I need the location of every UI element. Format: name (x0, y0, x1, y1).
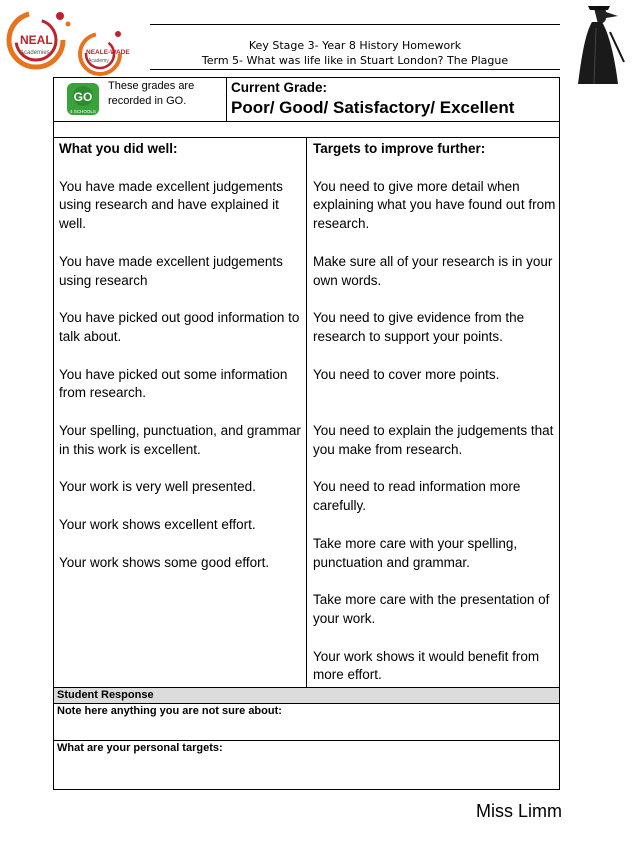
grades-recorded-note: These grades are recorded in GO. (108, 80, 195, 107)
current-grade-label: Current Grade: (231, 80, 328, 95)
svg-text:NEAL: NEAL (20, 33, 53, 47)
list-item: Make sure all of your research is in your own words. (313, 253, 553, 288)
list-item: You have made excellent judgements using research and have explained it well. (59, 178, 283, 232)
spacer-row (53, 121, 560, 138)
list-item: You have picked out some information from research. (59, 366, 288, 401)
list-item: Your work is very well presented. (59, 479, 256, 495)
grade-divider (226, 78, 227, 122)
list-item: You need to cover more points. (313, 366, 500, 382)
svg-text:Academies: Academies (20, 50, 50, 56)
svg-text:Academy: Academy (88, 58, 109, 64)
grade-options: Poor/ Good/ Satisfactory/ Excellent (231, 98, 515, 117)
personal-targets-field[interactable] (53, 740, 560, 790)
what-you-did-well-column (59, 140, 303, 591)
teacher-signature: Miss Limm (476, 801, 562, 821)
list-item: You need to read information more carefully. (313, 479, 521, 514)
personal-targets-label: What are your personal targets: (57, 742, 223, 754)
targets-column (313, 140, 557, 704)
neal-academies-logo (6, 6, 84, 70)
unsure-notes-field[interactable] (53, 703, 560, 741)
list-item: Take more care with your spelling, punctuation and grammar. (313, 535, 518, 570)
list-item: You have picked out good information to talk about. (59, 310, 300, 344)
neale-wade-academy-logo (76, 26, 146, 78)
homework-title: Key Stage 3- Year 8 History Homework (248, 39, 462, 52)
go4schools-logo (66, 82, 100, 116)
list-item: Take more care with the presentation of your work. (313, 592, 550, 626)
list-item: Your work shows some good effort. (59, 554, 270, 570)
svg-text:GO: GO (73, 90, 93, 104)
header-top-rule (150, 24, 560, 25)
student-response-heading: Student Response (53, 687, 560, 704)
targets-heading: Targets to improve further: (313, 141, 486, 156)
feedback-table (53, 137, 560, 688)
grade-box (53, 77, 560, 122)
list-item: Your work shows it would benefit from more effort. (313, 648, 540, 683)
svg-text:4 SCHOOLS: 4 SCHOOLS (70, 109, 96, 114)
list-item: You need to explain the judgements that you make from research. (313, 422, 554, 457)
list-item: Your spelling, punctuation, and grammar in this work is excellent. (59, 422, 301, 457)
list-item: You need to give more detail when explaining what you have found out from research. (313, 178, 556, 232)
plague-doctor-image (566, 2, 630, 86)
header-bottom-rule (150, 69, 560, 70)
unsure-notes-label: Note here anything you are not sure about: (57, 705, 282, 717)
column-divider (306, 138, 307, 687)
list-item: Your work shows excellent effort. (59, 516, 256, 532)
list-item: You have made excellent judgements using research (59, 253, 283, 288)
list-item: You need to give evidence from the research to support your points. (313, 310, 525, 344)
homework-subtitle: Term 5- What was life like in Stuart London? The Plague (201, 54, 509, 67)
svg-text:NEALE-WADE: NEALE-WADE (86, 49, 130, 56)
what-you-did-well-heading: What you did well: (59, 141, 178, 156)
